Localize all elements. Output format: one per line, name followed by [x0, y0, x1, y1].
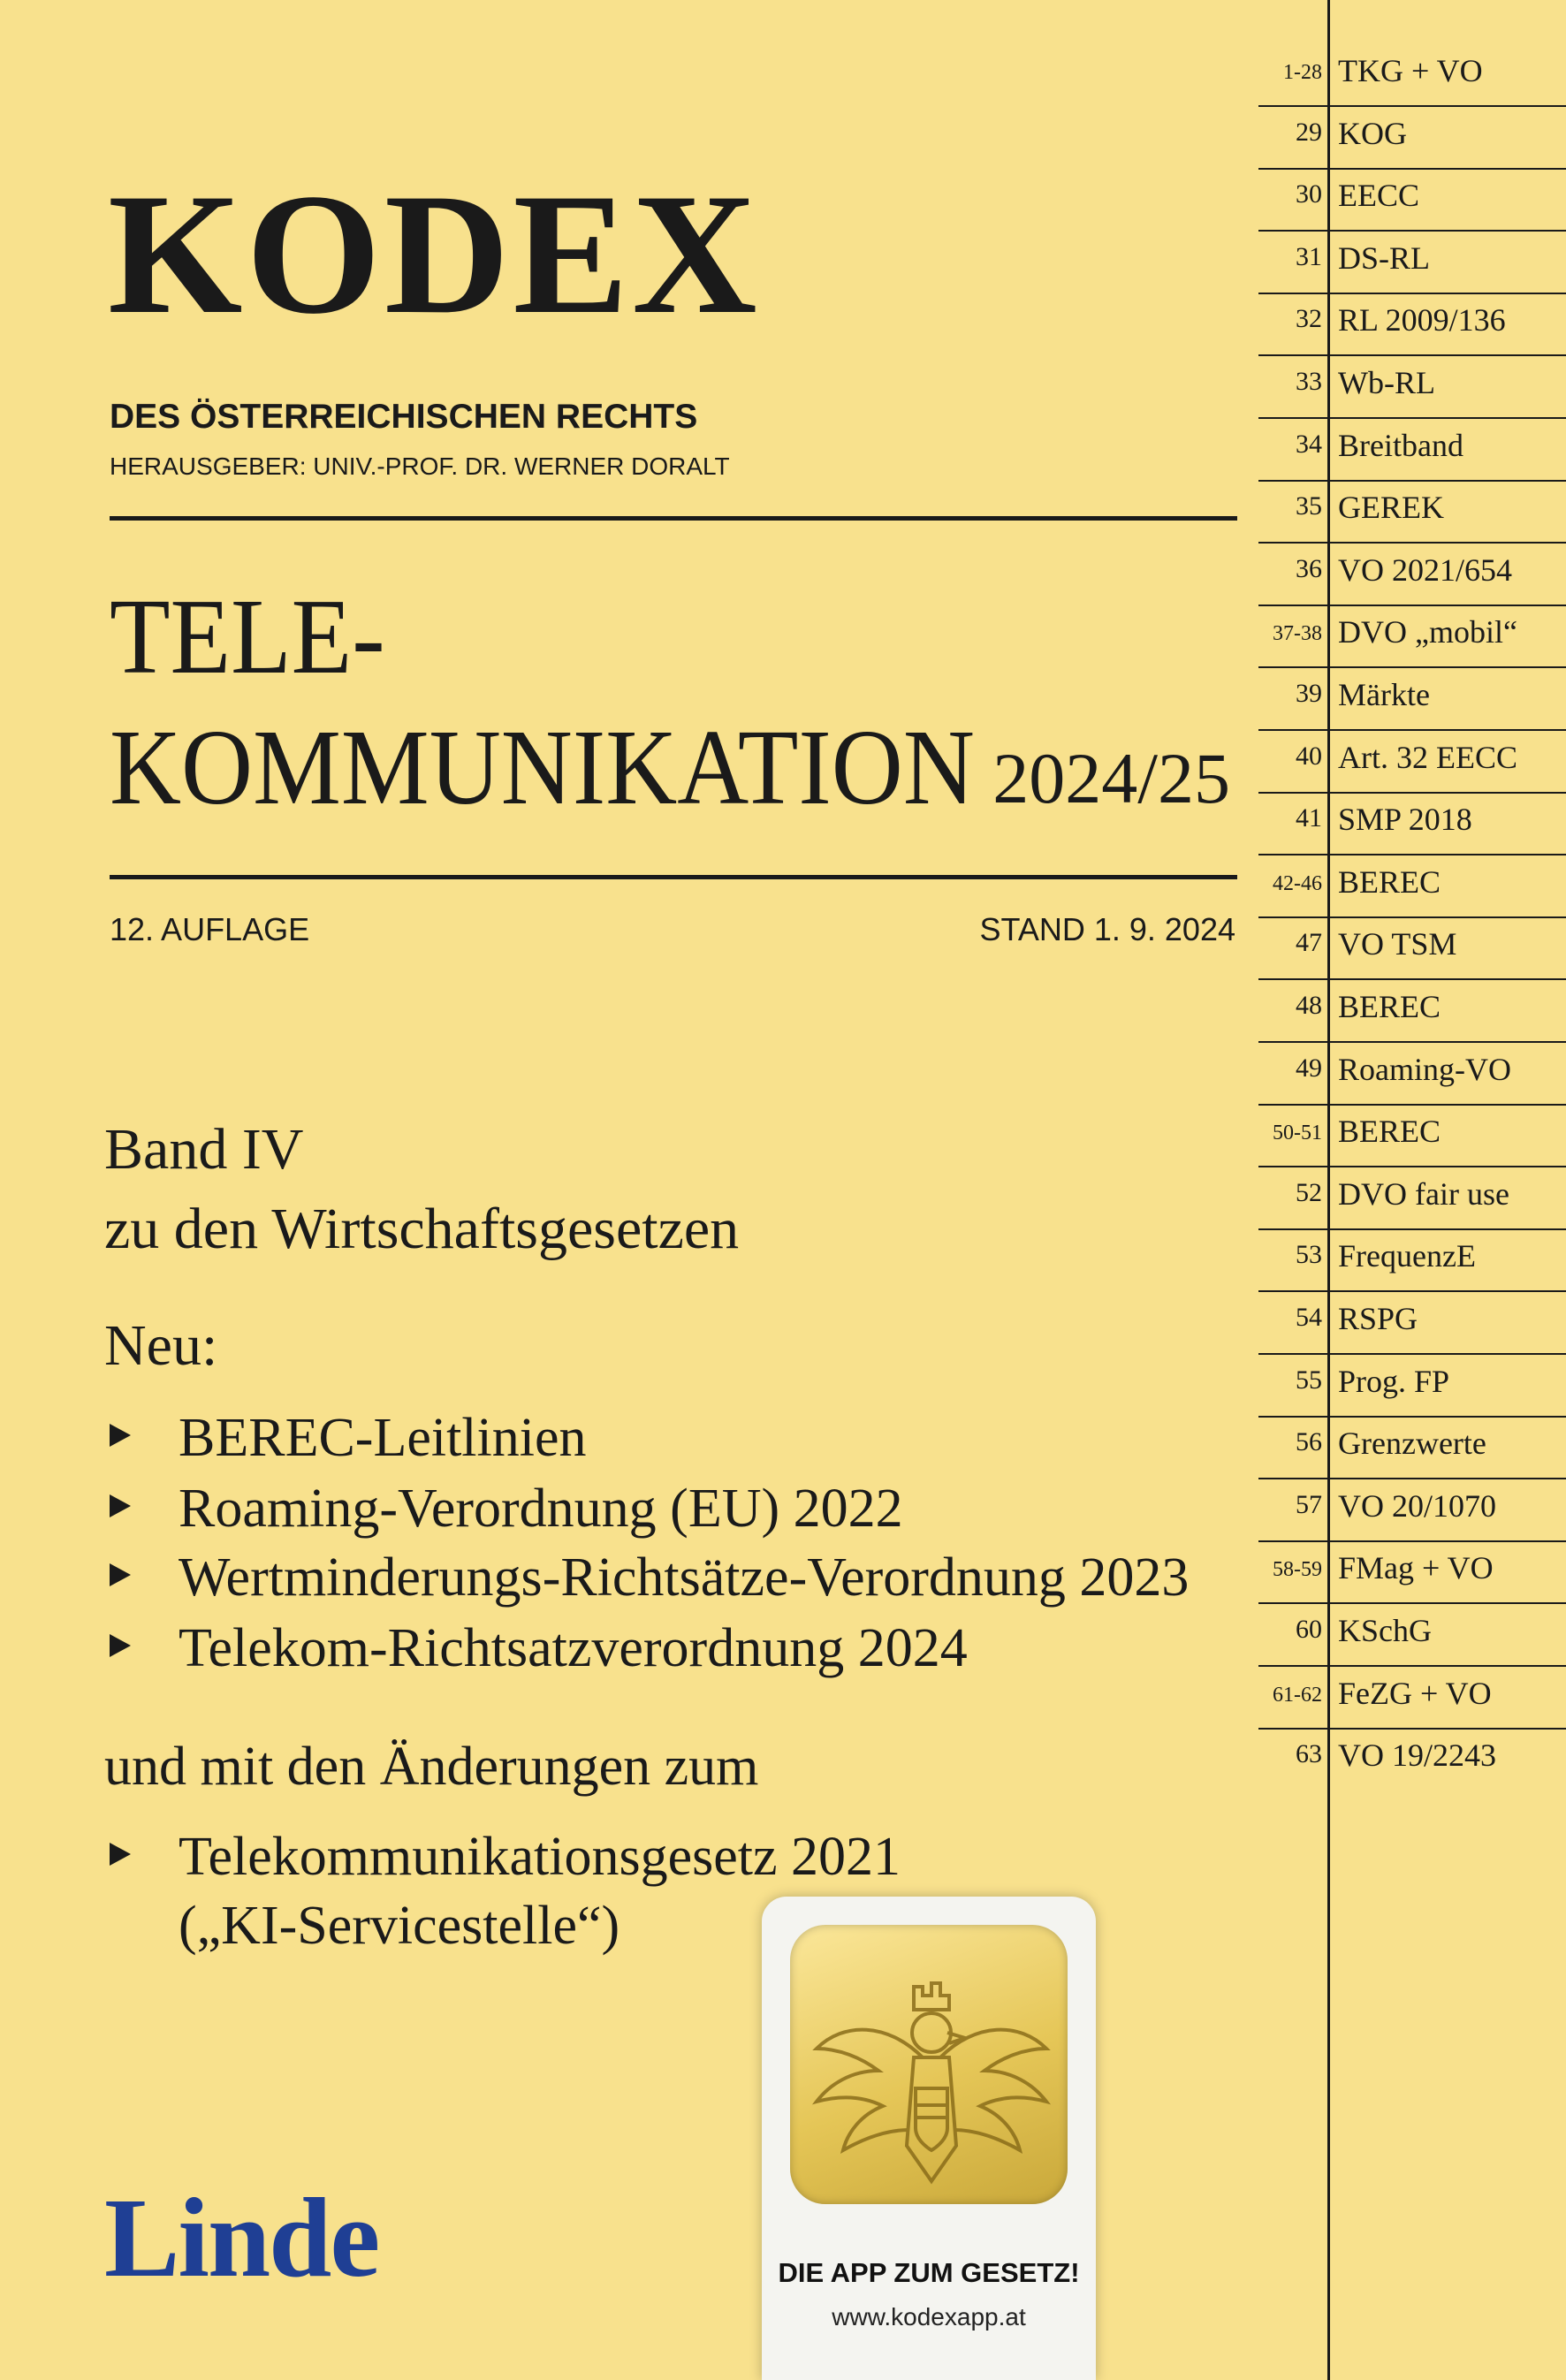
register-label: TKG + VO: [1338, 53, 1483, 88]
register-row[interactable]: [1258, 668, 1566, 731]
register-label: Roaming-VO: [1338, 1051, 1511, 1087]
series-title: KODEX: [108, 158, 761, 350]
austrian-eagle-icon: [790, 1925, 1068, 2204]
register-number: 32: [1296, 304, 1322, 334]
volume-label: Band IV: [104, 1117, 304, 1182]
bullet-triangle-icon: [110, 1563, 131, 1586]
register-number: 56: [1296, 1427, 1322, 1457]
register-number: 54: [1296, 1303, 1322, 1332]
new-content-item: [110, 1479, 903, 1539]
register-number: 35: [1296, 491, 1322, 521]
register-row[interactable]: [1258, 855, 1566, 918]
register-label: Art. 32 EECC: [1338, 739, 1517, 775]
register-number: 55: [1296, 1365, 1322, 1395]
register-label: Breitband: [1338, 427, 1463, 463]
register-number: 60: [1296, 1615, 1322, 1644]
register-number: 41: [1296, 803, 1322, 833]
changes-item-text: Telekommunikationsgesetz 2021: [179, 1827, 901, 1887]
volume-subtitle: zu den Wirtschaftsgesetzen: [104, 1197, 740, 1261]
register-number: 53: [1296, 1240, 1322, 1270]
register-row[interactable]: [1258, 1479, 1566, 1542]
series-subtitle: DES ÖSTERREICHISCHEN RECHTS: [110, 398, 698, 436]
register-number: 1-28: [1283, 61, 1322, 84]
register-row[interactable]: [1258, 605, 1566, 668]
edition-number: 12. AUFLAGE: [110, 911, 310, 947]
register-row[interactable]: [1258, 1417, 1566, 1479]
bullet-triangle-icon: [110, 1494, 131, 1517]
register-row[interactable]: [1258, 232, 1566, 294]
register-row[interactable]: [1258, 481, 1566, 544]
title-divider: [110, 875, 1237, 879]
register-row[interactable]: [1258, 1167, 1566, 1230]
new-content-item-text: Wertminderungs-Richtsätze-Verordnung 2023: [179, 1547, 1190, 1608]
register-label: FrequenzE: [1338, 1238, 1476, 1274]
register-row[interactable]: [1258, 793, 1566, 855]
new-content-item-text: Telekom-Richtsatzverordnung 2024: [179, 1618, 968, 1678]
register-number: 50-51: [1273, 1122, 1322, 1145]
register-row[interactable]: [1258, 1541, 1566, 1604]
changes-item: [110, 1827, 901, 1887]
register-label: FeZG + VO: [1338, 1675, 1492, 1711]
changes-note: („KI-Servicestelle“): [179, 1896, 620, 1956]
register-label: DS-RL: [1338, 240, 1431, 276]
register-row[interactable]: [1258, 293, 1566, 356]
edition-year: 2024/25: [992, 738, 1230, 818]
register-label: EECC: [1338, 178, 1420, 214]
register-label: Grenzwerte: [1338, 1426, 1486, 1462]
publisher-logo: Linde: [104, 2175, 379, 2300]
app-url[interactable]: www.kodexapp.at: [832, 2303, 1026, 2331]
editor-line: HERAUSGEBER: UNIV.-PROF. DR. WERNER DORALT: [110, 452, 730, 480]
register-row[interactable]: [1258, 169, 1566, 232]
register-label: BEREC: [1338, 1114, 1441, 1150]
new-content-item-text: Roaming-Verordnung (EU) 2022: [179, 1479, 903, 1539]
register-number: 39: [1296, 679, 1322, 708]
register-row[interactable]: [1258, 544, 1566, 606]
register-number: 63: [1296, 1739, 1322, 1769]
register-row[interactable]: [1258, 1729, 1566, 1791]
register-label: Märkte: [1338, 677, 1430, 712]
register-label: VO 19/2243: [1338, 1737, 1496, 1774]
register-row[interactable]: [1258, 1292, 1566, 1355]
register-label: DVO fair use: [1338, 1175, 1509, 1212]
bullet-triangle-icon: [110, 1843, 131, 1866]
bullet-triangle-icon: [110, 1424, 131, 1447]
register-row[interactable]: [1258, 980, 1566, 1043]
register-number: 58-59: [1273, 1558, 1322, 1582]
register-label: Wb-RL: [1338, 365, 1435, 400]
register-row[interactable]: [1258, 44, 1566, 107]
register-label: GEREK: [1338, 490, 1444, 526]
register-row[interactable]: [1258, 917, 1566, 980]
bullet-triangle-icon: [110, 1634, 131, 1657]
book-title-line1: TELE-: [110, 577, 385, 696]
register-number: 33: [1296, 367, 1322, 396]
register-number: 57: [1296, 1489, 1322, 1519]
register-number: 48: [1296, 991, 1322, 1020]
register-label: SMP 2018: [1338, 802, 1472, 838]
top-divider: [110, 516, 1237, 521]
app-tagline: DIE APP ZUM GESETZ!: [778, 2257, 1080, 2288]
register-label: RSPG: [1338, 1301, 1418, 1336]
register-label: VO TSM: [1338, 926, 1457, 962]
register-number: 37-38: [1273, 622, 1322, 646]
register-number: 31: [1296, 241, 1322, 271]
new-content-item: [110, 1618, 968, 1678]
register-number: 61-62: [1273, 1683, 1322, 1707]
register-label: BEREC: [1338, 863, 1441, 900]
register-number: 34: [1296, 429, 1322, 459]
register-row[interactable]: [1258, 1355, 1566, 1418]
register-label: VO 20/1070: [1338, 1487, 1496, 1524]
register-label: KOG: [1338, 115, 1407, 151]
register-row[interactable]: [1258, 1105, 1566, 1167]
register-row[interactable]: [1258, 356, 1566, 419]
register-row[interactable]: [1258, 1604, 1566, 1667]
register-number: 30: [1296, 179, 1322, 209]
register-row[interactable]: [1258, 1667, 1566, 1730]
new-content-item: [110, 1408, 587, 1468]
new-content-item-text: BEREC-Leitlinien: [179, 1408, 587, 1468]
stand-date: STAND 1. 9. 2024: [979, 911, 1235, 947]
register-number: 36: [1296, 553, 1322, 583]
book-title-line2: KOMMUNIKATION: [110, 708, 975, 827]
register-number: 49: [1296, 1053, 1322, 1083]
new-content-label: Neu:: [104, 1313, 218, 1378]
register-label: BEREC: [1338, 989, 1441, 1024]
register-number: 52: [1296, 1177, 1322, 1207]
app-badge: [762, 1897, 1096, 2380]
register-row[interactable]: [1258, 731, 1566, 794]
register-number: 47: [1296, 928, 1322, 958]
register-row[interactable]: [1258, 1229, 1566, 1292]
register-number: 29: [1296, 117, 1322, 147]
register-label: DVO „mobil“: [1338, 614, 1517, 650]
register-row[interactable]: [1258, 107, 1566, 170]
register-label: FMag + VO: [1338, 1550, 1494, 1586]
register-label: Prog. FP: [1338, 1363, 1450, 1399]
register-label: KSchG: [1338, 1613, 1432, 1648]
register-number: 42-46: [1273, 871, 1322, 895]
register-label: VO 2021/654: [1338, 551, 1512, 588]
changes-intro: und mit den Änderungen zum: [104, 1737, 759, 1797]
register-label: RL 2009/136: [1338, 302, 1506, 338]
register-row[interactable]: [1258, 419, 1566, 482]
register-number: 40: [1296, 741, 1322, 771]
new-content-item: [110, 1547, 1190, 1608]
register-row[interactable]: [1258, 1043, 1566, 1106]
